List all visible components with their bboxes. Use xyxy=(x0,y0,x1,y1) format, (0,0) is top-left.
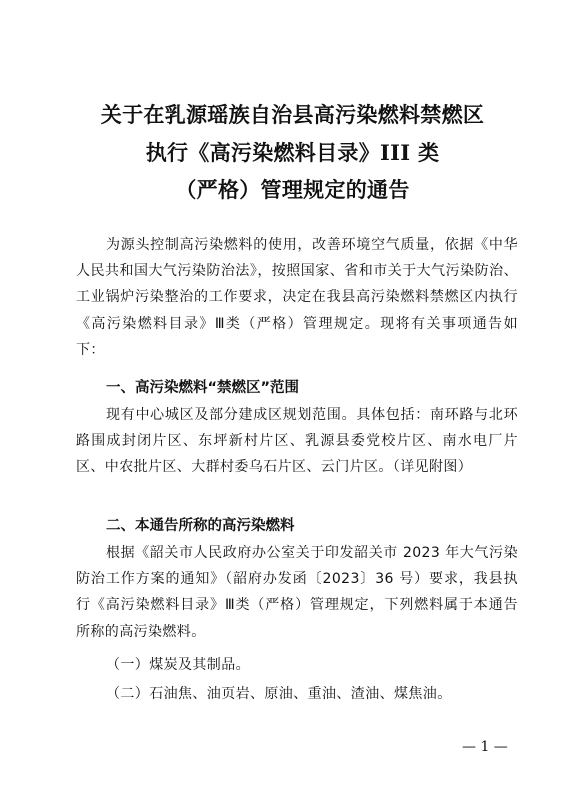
list-item: （一）煤炭及其制品。 xyxy=(106,657,250,673)
section-heading-scope: 一、高污染燃料“禁燃区”范围 xyxy=(106,380,300,396)
list-item: （二）石油焦、油页岩、原油、重油、渣油、煤焦油。 xyxy=(106,686,452,702)
section-body-scope: 现有中心城区及部分建成区规划范围。具体包括：南环路与北环路围成封闭片区、东坪新村片区、乳源县委党校片区、南水电厂片区、中农批片区、大群村委乌石片区、云门片区。（详见附图） xyxy=(76,407,518,476)
section-heading-fuels: 二、本通告所称的高污染燃料 xyxy=(106,518,295,534)
section-body-fuels: 根据《韶关市人民政府办公室关于印发韶关市 2023 年大气污染防治工作方案的通知》（韶府办发函〔2023〕36 号）要求，我县执行《高污染燃料目录》Ⅲ类（严格）管理规定，下列燃料属于本通告所称的高污染燃料。 xyxy=(76,545,518,640)
title-line-3: （严格）管理规定的通告 xyxy=(175,177,410,202)
page-number: — 1 — xyxy=(462,739,508,755)
title-line-1: 关于在乳源瑶族自治县高污染燃料禁燃区 xyxy=(100,102,485,127)
title-line-2: 执行《高污染燃料目录》III 类 xyxy=(145,140,440,165)
intro-paragraph: 为源头控制高污染燃料的使用，改善环境空气质量，依据《中华人民共和国大气污染防治法》，按照国家、省和市关于大气污染防治、工业锅炉污染整治的工作要求，决定在我县高污染燃料禁燃区内执行《高污染燃料目录》Ⅲ类（严格）管理规定。现将有关事项通告如下： xyxy=(76,237,518,358)
